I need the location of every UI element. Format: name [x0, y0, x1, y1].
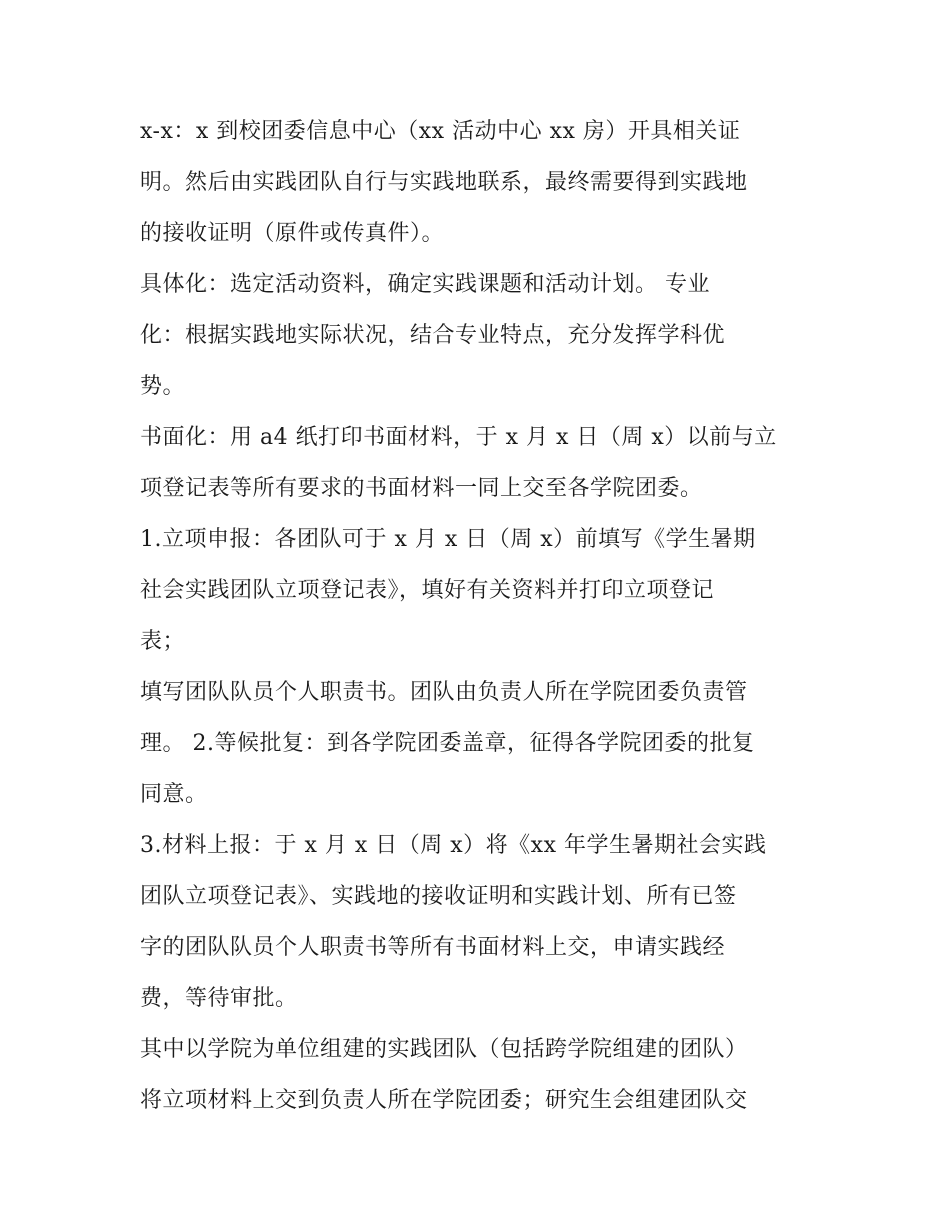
text-line: 团队立项登记表》、实践地的接收证明和实践计划、所有已签: [140, 884, 737, 909]
text-line: 书面化：用 a4 纸打印书面材料，于 x 月 x 日（周 x）以前与立: [140, 425, 777, 450]
text-line: 理。 2.等候批复：到各学院团委盖章，征得各学院团委的批复: [140, 731, 755, 756]
text-line: 项登记表等所有要求的书面材料一同上交至各学院团委。: [140, 476, 703, 501]
text-line: 3.材料上报：于 x 月 x 日（周 x）将《xx 年学生暑期社会实践: [140, 833, 767, 858]
text-line: 具体化：选定活动资料，确定实践课题和活动计划。 专业: [140, 272, 710, 297]
document-body: [140, 106, 820, 1126]
text-line: 势。: [140, 374, 186, 399]
text-line: 化：根据实践地实际状况，结合专业特点，充分发挥学科优: [140, 323, 726, 348]
text-line: 表；: [140, 629, 186, 654]
text-line: 1.立项申报：各团队可于 x 月 x 日（周 x）前填写《学生暑期: [140, 527, 756, 552]
text-line: 填写团队队员个人职责书。团队由负责人所在学院团委负责管: [140, 680, 748, 705]
text-line: 字的团队队员个人职责书等所有书面材料上交，申请实践经: [140, 935, 726, 960]
text-line: 其中以学院为单位组建的实践团队（包括跨学院组建的团队）: [140, 1037, 748, 1062]
text-line: 的接收证明（原件或传真件）。: [140, 221, 445, 246]
text-line: x-x：x 到校团委信息中心（xx 活动中心 xx 房）开具相关证: [140, 119, 741, 144]
text-line: 将立项材料上交到负责人所在学院团委；研究生会组建团队交: [140, 1088, 748, 1113]
text-line: 费，等待审批。: [140, 986, 298, 1011]
text-line: 明。然后由实践团队自行与实践地联系，最终需要得到实践地: [140, 170, 748, 195]
text-line: 社会实践团队立项登记表》，填好有关资料并打印立项登记: [140, 578, 715, 603]
text-line: 同意。: [140, 782, 208, 807]
